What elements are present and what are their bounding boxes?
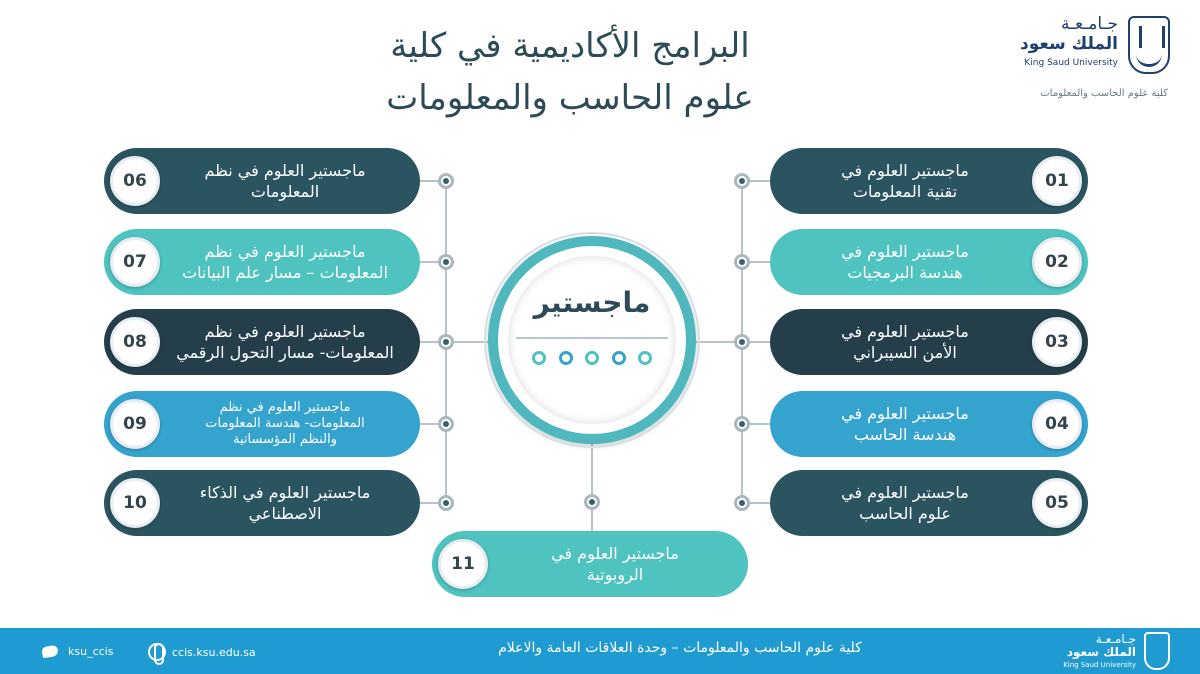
- footer-logo-en: King Saud University: [1063, 661, 1136, 669]
- twitter-link[interactable]: [40, 643, 113, 659]
- connector-dot: [734, 254, 750, 270]
- program-number: 09: [110, 399, 160, 449]
- connector-dot: [734, 173, 750, 189]
- footer-ksu-logo: [1015, 632, 1170, 672]
- program-line1: ماجستير العلوم في: [841, 403, 969, 423]
- program-card-02: [770, 229, 1088, 295]
- page-title-line1: البرامج الأكاديمية في كلية: [390, 26, 750, 66]
- connector-dot: [438, 254, 454, 270]
- program-card-09: [104, 391, 420, 457]
- program-text: [498, 531, 732, 597]
- center-label: ماجستير: [533, 286, 651, 319]
- program-text: [784, 309, 1026, 375]
- program-text: [166, 470, 404, 536]
- program-text: [166, 391, 404, 457]
- program-card-05: [770, 470, 1088, 536]
- program-line2: هندسة الحاسب: [853, 425, 957, 444]
- program-card-07: [104, 229, 420, 295]
- program-text: [166, 148, 404, 214]
- program-text: [166, 229, 404, 295]
- program-number: 10: [110, 478, 160, 528]
- center-dots: [532, 351, 652, 367]
- program-line2: الأمن السيبراني: [853, 343, 957, 362]
- program-text: [784, 229, 1026, 295]
- program-text: [784, 470, 1026, 536]
- website-link[interactable]: [148, 643, 256, 661]
- program-line1: ماجستير العلوم في نظم: [219, 399, 351, 415]
- center-dot: [559, 351, 573, 365]
- center-dot: [585, 351, 599, 365]
- program-number: 06: [110, 156, 160, 206]
- program-line1: ماجستير العلوم في: [841, 160, 969, 180]
- program-line2: الروبوتية: [586, 565, 644, 584]
- website-url: ccis.ksu.edu.sa: [172, 645, 256, 659]
- program-number: 04: [1032, 399, 1082, 449]
- footer-logo-ar2: الملك سعود: [1066, 645, 1136, 659]
- connector-dot: [734, 334, 750, 350]
- program-number: 07: [110, 237, 160, 287]
- footer-logo-ar1: جـامـعـة: [1095, 632, 1136, 646]
- program-number: 01: [1032, 156, 1082, 206]
- center-disc: [508, 256, 676, 424]
- connector-dot: [438, 495, 454, 511]
- program-card-11: [432, 531, 748, 597]
- program-line3: والنظم المؤسساتية: [233, 432, 337, 448]
- center-dot: [532, 351, 546, 365]
- program-card-06: [104, 148, 420, 214]
- program-line2: هندسة البرمجيات: [847, 263, 963, 282]
- connector-dot: [734, 416, 750, 432]
- page-title-line2: علوم الحاسب والمعلومات: [386, 78, 754, 118]
- program-card-04: [770, 391, 1088, 457]
- program-line2: المعلومات – مسار علم البيانات: [182, 263, 388, 282]
- connector-dot: [584, 494, 600, 510]
- logo-text-ar2: الملك سعود: [1020, 34, 1118, 54]
- connector-dot: [438, 173, 454, 189]
- college-subtitle: كلية علوم الحاسب والمعلومات: [1040, 88, 1168, 99]
- program-card-01: [770, 148, 1088, 214]
- program-number: 02: [1032, 237, 1082, 287]
- connector-dot: [438, 334, 454, 350]
- program-text: [784, 148, 1026, 214]
- program-line1: ماجستير العلوم في: [841, 482, 969, 502]
- program-number: 05: [1032, 478, 1082, 528]
- program-line1: ماجستير العلوم في: [551, 543, 679, 563]
- program-line2: المعلومات- هندسة المعلومات: [205, 415, 365, 431]
- program-card-08: [104, 309, 420, 375]
- twitter-icon: [40, 643, 62, 659]
- center-dot: [612, 351, 626, 365]
- program-line2: المعلومات- مسار التحول الرقمي: [176, 343, 394, 362]
- program-line1: ماجستير العلوم في نظم: [204, 241, 366, 261]
- program-line2: المعلومات: [250, 182, 320, 201]
- program-card-10: [104, 470, 420, 536]
- program-line2: تقنية المعلومات: [852, 182, 958, 201]
- program-line1: ماجستير العلوم في: [841, 321, 969, 341]
- connector-dot: [438, 416, 454, 432]
- logo-text-ar1: جـامـعـة: [1060, 14, 1118, 34]
- logo-text-en: King Saud University: [1024, 58, 1118, 68]
- program-line2: علوم الحاسب: [859, 504, 951, 523]
- center-divider: [516, 337, 668, 339]
- program-number: 11: [438, 539, 488, 589]
- connector-dot: [734, 495, 750, 511]
- program-text: [166, 309, 404, 375]
- program-number: 08: [110, 317, 160, 367]
- program-text: [784, 391, 1026, 457]
- program-line1: ماجستير العلوم في نظم: [204, 160, 366, 180]
- program-number: 03: [1032, 317, 1082, 367]
- center-dot: [638, 351, 652, 365]
- globe-icon: [148, 643, 166, 661]
- program-card-03: [770, 309, 1088, 375]
- program-line1: ماجستير العلوم في نظم: [204, 321, 366, 341]
- program-line1: ماجستير العلوم في الذكاء: [199, 482, 371, 502]
- twitter-handle: ksu_ccis: [68, 644, 114, 658]
- program-line2: الاصطناعي: [248, 504, 322, 523]
- ksu-emblem-icon: [1144, 632, 1170, 670]
- footer-text: كلية علوم الحاسب والمعلومات – وحدة العلاقات العامة والاعلام: [498, 640, 862, 656]
- program-line1: ماجستير العلوم في: [841, 241, 969, 261]
